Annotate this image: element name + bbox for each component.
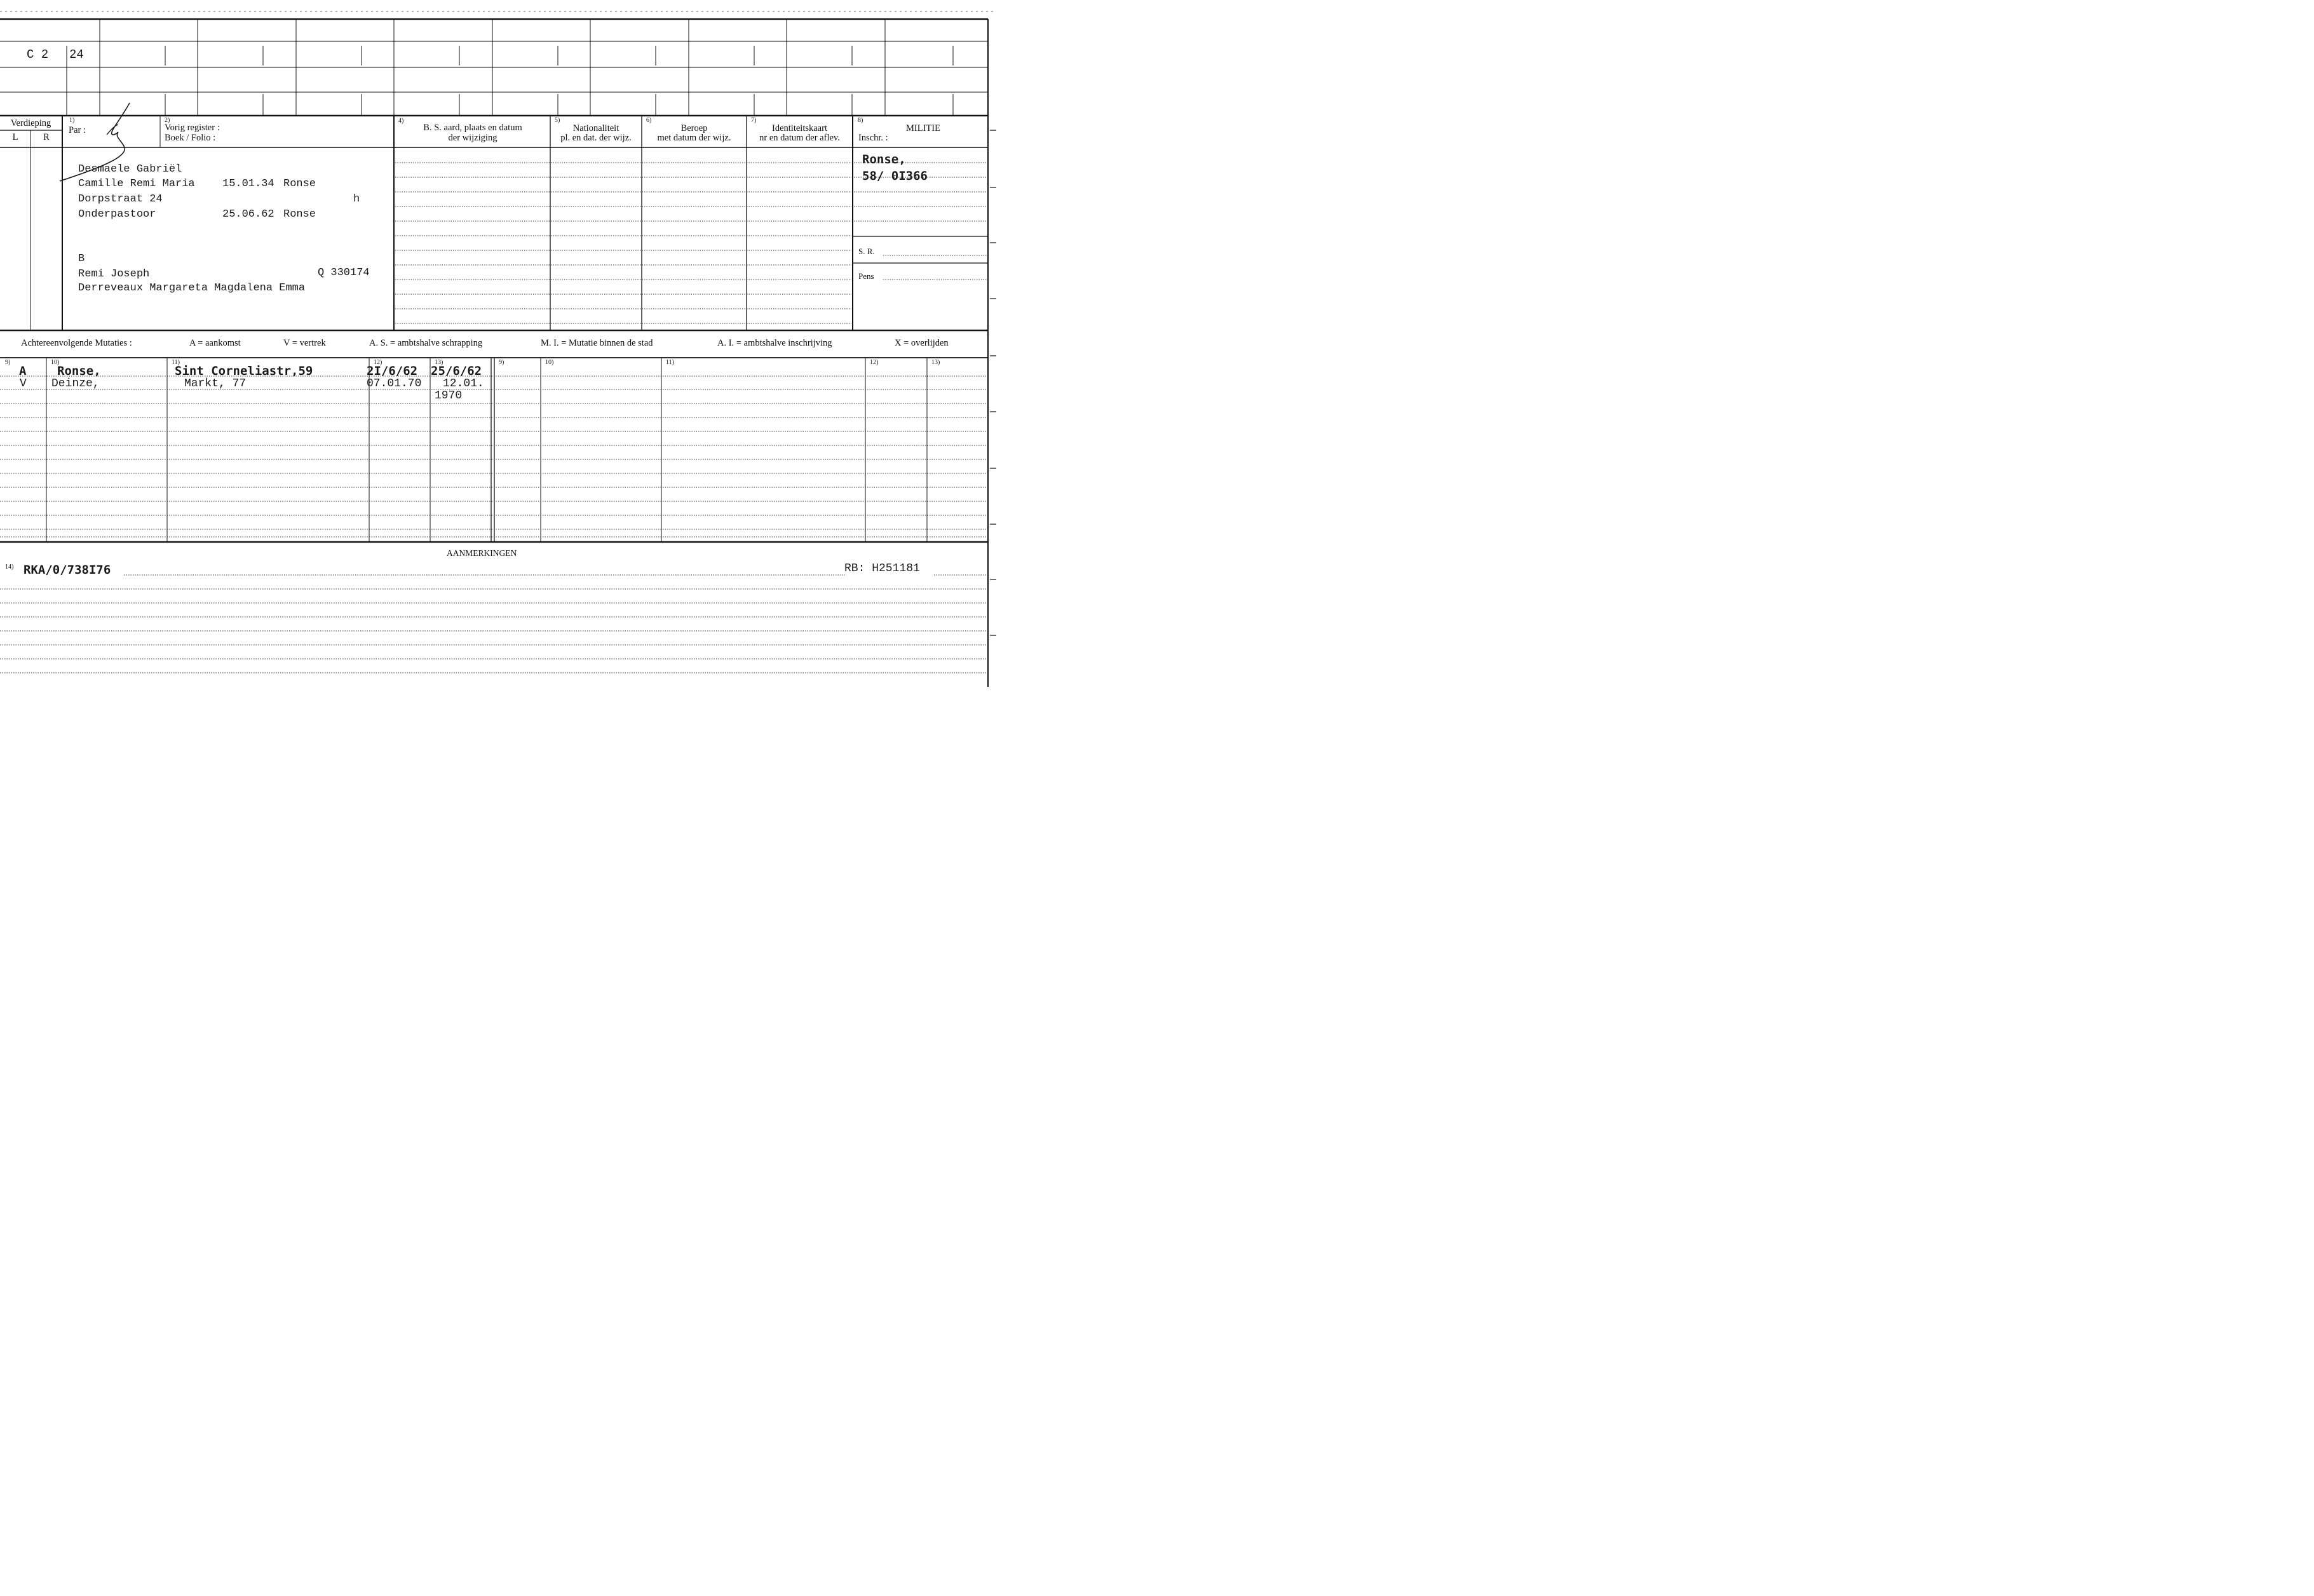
occupation: Onderpastoor [78,208,156,220]
inschr-label: Inschr. : [858,133,888,143]
nat-num: 5) [555,117,560,124]
mother-name: Derreveaux Margareta Magdalena Emma [78,282,306,294]
boek-folio-label: Boek / Folio : [165,133,216,143]
legend-x: X = overlijden [895,338,949,348]
remarks-num: 14) [5,564,14,571]
col-header: 13) [931,359,940,366]
col-header: 12) [870,359,879,366]
pens-label: Pens [858,271,874,281]
sr-label: S. R. [858,247,875,256]
militie-label: MILITIE [906,123,940,133]
par-num: 1) [69,117,75,124]
beroep-num: 6) [646,117,652,124]
table-row-type: V [20,377,27,390]
table-row-date: 12.01. [443,377,484,390]
col-header: 9) [499,359,504,366]
vorig-register-label: Vorig register : [165,123,220,133]
legend-ai: A. I. = ambtshalve inschrijving [717,338,832,348]
legend-as: A. S. = ambtshalve schrapping [369,338,483,348]
beroep-label: Beroep [680,123,708,133]
legend-v: V = vertrek [283,338,326,348]
table-row-date: 2I/6/62 [367,364,418,378]
vorig-num: 2) [165,117,170,124]
id-label: Identiteitskaart [772,123,827,133]
remarks-title: AANMERKINGEN [447,548,517,558]
table-row-date-year: 1970 [435,389,463,402]
handwritten-mark-icon [0,0,996,687]
militie-num: 8) [858,117,863,124]
address: Dorpstraat 24 [78,193,163,205]
remarks-reference: RKA/0/738I76 [24,563,111,577]
person-name: Desmaele Gabriël [78,163,182,175]
occupation-place: Ronse [283,208,316,220]
col-header: 13) [435,359,443,366]
civil-status: B [78,253,85,265]
reference-number: Q 330174 [318,267,370,279]
floor-right: R [43,132,50,142]
militie-inschr-value: Ronse, [862,152,906,166]
col-header: 10) [51,359,60,366]
id-label-2: nr en datum der aflev. [759,133,840,143]
floor-label: Verdieping [10,118,51,128]
table-row-type: A [19,364,27,378]
birth-date: 15.01.34 [222,178,274,190]
father-name: Remi Joseph [78,268,150,280]
col-header: 10) [545,359,554,366]
col-header: 12) [374,359,382,366]
col-header: 9) [5,359,11,366]
nat-label-2: pl. en dat. der wijz. [560,133,632,143]
floor-left: L [12,132,18,142]
bs-label-2: der wijziging [448,133,497,143]
occupation-date: 25.06.62 [222,208,274,220]
nat-label: Nationaliteit [572,123,619,133]
par-label: Par : [69,125,86,135]
table-row-date: 25/6/62 [431,364,482,378]
address-mark: h [353,193,360,205]
col-header: 11) [172,359,180,366]
person-given-names: Camille Remi Maria [78,178,195,190]
beroep-label-2: met datum der wijz. [657,133,731,143]
code-number: 24 [69,48,84,62]
col-header: 11) [666,359,674,366]
legend-mi: M. I. = Mutatie binnen de stad [541,338,653,348]
table-row-place: Deinze, [51,377,100,390]
militie-inschr-number: 58/ 0I366 [862,169,928,183]
table-row-address: Sint Corneliastr,59 [175,364,313,378]
bs-label: B. S. aard, plaats en datum [423,123,522,133]
legend-title: Achtereenvolgende Mutaties : [21,338,132,348]
birth-place: Ronse [283,178,316,190]
id-num: 7) [751,117,757,124]
code-label: C 2 [27,48,49,62]
table-row-date: 07.01.70 [367,377,422,390]
remarks-rb: RB: H251181 [844,562,920,575]
bs-num: 4) [398,118,404,125]
table-row-place: Ronse, [57,364,101,378]
table-row-address: Markt, 77 [184,377,247,390]
legend-a: A = aankomst [189,338,241,348]
